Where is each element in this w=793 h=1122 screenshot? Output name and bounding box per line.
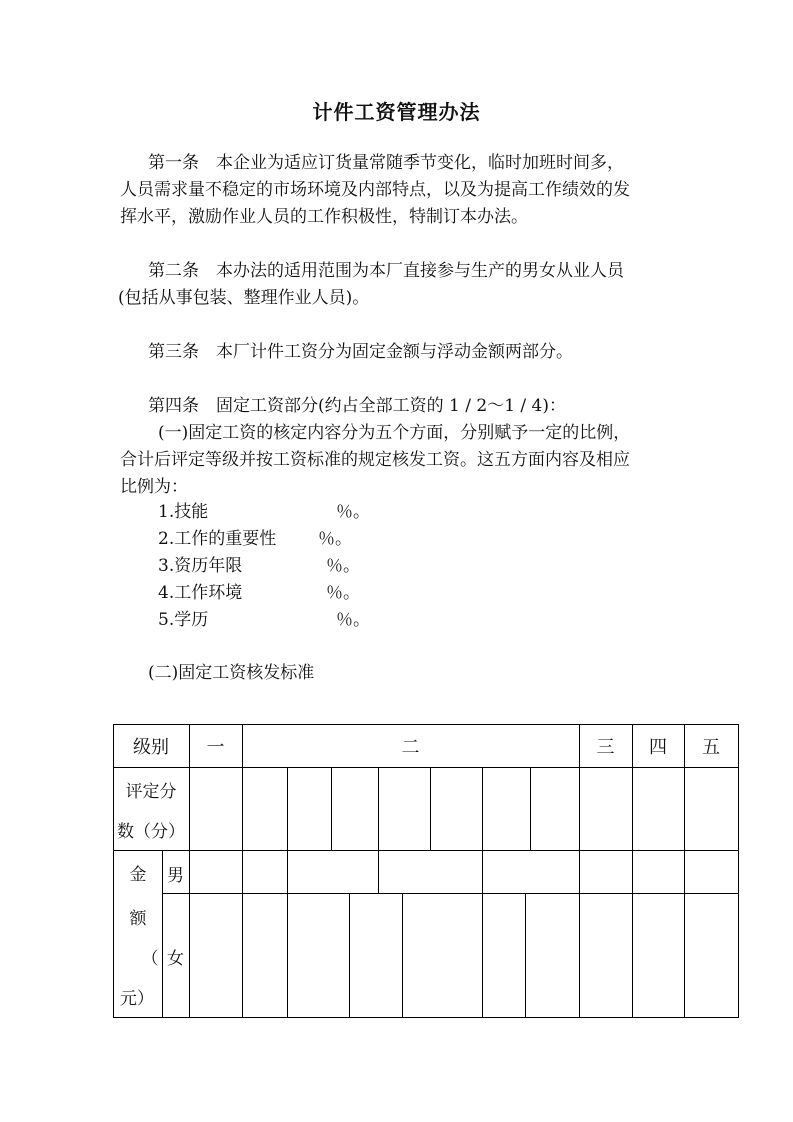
article-2-line-2: (包括从事包装、整理作业人员)。 xyxy=(118,288,370,308)
article-1-line-2: 人员需求量不稳定的市场环境及内部特点，以及为提高工作绩效的发 xyxy=(120,180,630,200)
male-label: 男 xyxy=(167,866,184,886)
header-grade-4: 四 xyxy=(649,737,667,758)
header-grade-2: 二 xyxy=(401,737,420,758)
ratio-item xyxy=(158,499,208,526)
ratio-item xyxy=(158,553,242,580)
header-grade-1: 一 xyxy=(206,737,225,758)
ratio-item xyxy=(158,580,242,607)
ratio-item-suffix: ％。 xyxy=(326,583,360,603)
header-grade-3: 三 xyxy=(596,737,615,758)
amount-label-3: （ xyxy=(141,949,159,969)
ratio-item-suffix: ％。 xyxy=(336,502,370,522)
article-4-sub1-line-3: 比例为： xyxy=(120,477,188,497)
ratio-item-suffix: ％。 xyxy=(326,556,360,576)
article-4-sub1-line-1: (一)固定工资的核定内容分为五个方面，分别赋予一定的比例， xyxy=(158,423,631,443)
score-label-line-2: 数（分） xyxy=(117,822,185,842)
article-1-line-1: 第一条 本企业为适应订货量常随季节变化，临时加班时间多， xyxy=(148,153,624,173)
article-2-line-1: 第二条 本办法的适用范围为本厂直接参与生产的男女从业人员 xyxy=(148,261,624,281)
article-4-sub1-line-2: 合计后评定等级并按工资标准的规定核发工资。这五方面内容及相应 xyxy=(120,450,630,470)
ratio-item-label: 4.工作环境 xyxy=(158,583,243,603)
header-grade: 级别 xyxy=(133,737,169,758)
ratio-item-label: 3.资历年限 xyxy=(158,556,243,576)
article-1-line-3: 挥水平，激励作业人员的工作积极性，特制订本办法。 xyxy=(120,207,528,227)
amount-label-1: 金 xyxy=(129,865,147,885)
ratio-item-label: 5.学历 xyxy=(158,610,209,630)
amount-label-2: 额 xyxy=(129,909,147,929)
amount-label-4: 元） xyxy=(120,989,154,1009)
article-4-sub2-heading: (二)固定工资核发标准 xyxy=(148,663,315,683)
page-title: 计件工资管理办法 xyxy=(312,100,481,124)
article-4-line-1: 第四条 固定工资部分(约占全部工资的 1 / 2～1 / 4)： xyxy=(148,396,567,416)
ratio-item-suffix: ％。 xyxy=(318,529,352,549)
female-label: 女 xyxy=(167,949,184,969)
ratio-item xyxy=(158,607,208,634)
header-grade-5: 五 xyxy=(702,737,720,758)
score-label-line-1: 评定分 xyxy=(125,782,177,802)
ratio-item-label: 1.技能 xyxy=(158,502,209,522)
ratio-item-suffix: ％。 xyxy=(336,610,370,630)
ratio-item-label: 2.工作的重要性 xyxy=(158,529,277,549)
article-3-line-1: 第三条 本厂计件工资分为固定金额与浮动金额两部分。 xyxy=(148,342,573,362)
ratio-item xyxy=(158,526,276,553)
